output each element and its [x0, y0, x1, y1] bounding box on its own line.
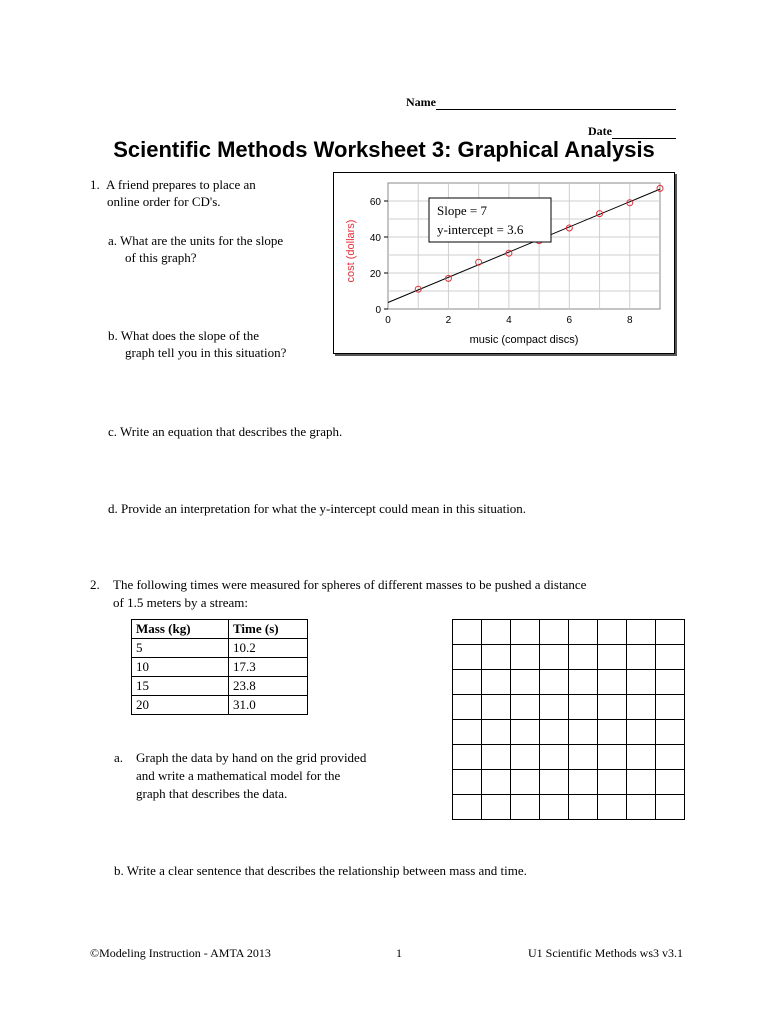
cell-mass: 15 [132, 677, 229, 696]
grid-cell [656, 620, 685, 645]
grid-cell [569, 620, 598, 645]
grid-cell [598, 745, 627, 770]
table-header-row [132, 620, 308, 639]
q1b-line2: graph tell you in this situation? [125, 345, 287, 360]
y-tick-label: 40 [369, 233, 381, 244]
table-row [132, 677, 308, 696]
table-row [132, 696, 308, 715]
q1a-line2: of this graph? [125, 250, 197, 265]
grid-cell [511, 745, 540, 770]
grid-cell [540, 770, 569, 795]
grid-cell [482, 745, 511, 770]
q2a-line2: and write a mathematical model for the [136, 768, 341, 783]
x-tick-label: 0 [385, 315, 391, 326]
grid-cell [453, 695, 482, 720]
grid-cell [656, 795, 685, 820]
name-label: Name [406, 95, 436, 109]
grid-cell [598, 720, 627, 745]
grid-row [453, 770, 685, 795]
blank-graph-grid [452, 619, 685, 820]
grid-row [453, 745, 685, 770]
q2-intro-line2: of 1.5 meters by a stream: [113, 595, 249, 610]
cell-time: 23.8 [229, 677, 308, 696]
grid-cell [482, 645, 511, 670]
q2-intro-line1: The following times were measured for spheres of different masses to be pushed a distance [113, 577, 587, 592]
footer-page-number: 1 [396, 946, 402, 960]
grid-cell [511, 645, 540, 670]
grid-cell [482, 620, 511, 645]
x-tick-label: 2 [445, 315, 452, 326]
grid-cell [511, 795, 540, 820]
grid-row [453, 795, 685, 820]
cell-time: 31.0 [229, 696, 308, 715]
q1a-line1: a. What are the units for the slope [108, 233, 284, 248]
cell-mass: 20 [132, 696, 229, 715]
grid-cell [482, 670, 511, 695]
grid-cell [656, 720, 685, 745]
grid-cell [540, 645, 569, 670]
grid-cell [453, 645, 482, 670]
y-axis-label: cost (dollars) [345, 219, 357, 283]
cell-mass: 10 [132, 658, 229, 677]
grid-cell [569, 645, 598, 670]
grid-cell [540, 620, 569, 645]
annotation-slope: Slope = 7 [437, 203, 487, 218]
grid-cell [627, 620, 656, 645]
cell-time: 17.3 [229, 658, 308, 677]
grid-cell [569, 720, 598, 745]
x-tick-label: 8 [626, 315, 633, 326]
grid-cell [540, 745, 569, 770]
q2-number: 2. [90, 577, 100, 592]
grid-cell [656, 670, 685, 695]
grid-row [453, 695, 685, 720]
grid-cell [540, 720, 569, 745]
grid-cell [598, 645, 627, 670]
grid-cell [453, 620, 482, 645]
footer-copyright: ©Modeling Instruction - AMTA 2013 [90, 946, 271, 960]
grid-cell [482, 770, 511, 795]
x-tick-label: 4 [506, 315, 512, 326]
grid-cell [511, 620, 540, 645]
grid-cell [627, 795, 656, 820]
grid-cell [598, 670, 627, 695]
grid-cell [598, 795, 627, 820]
grid-cell [453, 670, 482, 695]
grid-cell [627, 645, 656, 670]
q2b-text: b. Write a clear sentence that describes the relationship between mass and time. [114, 863, 527, 878]
cell-time: 10.2 [229, 639, 308, 658]
y-tick-label: 60 [369, 197, 381, 208]
grid-cell [598, 695, 627, 720]
grid-cell [569, 795, 598, 820]
name-blank [436, 97, 676, 110]
name-field [406, 95, 676, 110]
grid-cell [540, 670, 569, 695]
cell-mass: 5 [132, 639, 229, 658]
header-time: Time (s) [229, 620, 308, 639]
q1-number: 1. [90, 177, 100, 192]
date-label: Date [588, 124, 612, 138]
q1-intro-line1: A friend prepares to place an [106, 177, 256, 192]
page-title: Scientific Methods Worksheet 3: Graphical Analysis [113, 137, 655, 162]
q2a-label: a. [114, 750, 124, 765]
q2a-line1: Graph the data by hand on the grid provided [136, 750, 367, 765]
table-row [132, 658, 308, 677]
graph-frame [333, 172, 675, 354]
table-row [132, 639, 308, 658]
grid-cell [540, 795, 569, 820]
q1b-line1: b. What does the slope of the [108, 328, 260, 343]
grid-cell [627, 695, 656, 720]
grid-cell [482, 720, 511, 745]
grid-cell [656, 770, 685, 795]
grid-cell [482, 795, 511, 820]
grid-cell [511, 695, 540, 720]
grid-cell [511, 670, 540, 695]
q1-intro-line2: online order for CD's. [107, 194, 221, 209]
q1d-text: d. Provide an interpretation for what the y-intercept could mean in this situation. [108, 501, 527, 516]
grid-cell [656, 645, 685, 670]
grid-cell [569, 695, 598, 720]
y-tick-label: 20 [369, 269, 381, 280]
cd-cost-chart [334, 173, 674, 353]
grid-cell [569, 770, 598, 795]
grid-cell [511, 770, 540, 795]
header-mass: Mass (kg) [132, 620, 229, 639]
footer-doc-id: U1 Scientific Methods ws3 v3.1 [528, 946, 683, 960]
grid-cell [656, 695, 685, 720]
grid-cell [453, 770, 482, 795]
grid-row [453, 645, 685, 670]
grid-cell [627, 670, 656, 695]
grid-row [453, 720, 685, 745]
grid-cell [569, 745, 598, 770]
q2a-line3: graph that describes the data. [136, 786, 288, 801]
x-tick-label: 6 [566, 315, 573, 326]
grid-cell [511, 720, 540, 745]
grid-row [453, 620, 685, 645]
x-axis-label: music (compact discs) [469, 334, 579, 346]
grid-cell [627, 770, 656, 795]
grid-cell [453, 795, 482, 820]
grid-cell [540, 695, 569, 720]
mass-time-table [131, 619, 308, 715]
grid-cell [482, 695, 511, 720]
q1c-text: c. Write an equation that describes the graph. [108, 424, 343, 439]
grid-cell [453, 745, 482, 770]
grid-cell [598, 620, 627, 645]
y-tick-label: 0 [375, 305, 381, 316]
grid-cell [598, 770, 627, 795]
grid-cell [453, 720, 482, 745]
grid-cell [627, 745, 656, 770]
grid-cell [627, 720, 656, 745]
grid-cell [569, 670, 598, 695]
annotation-intercept: y-intercept = 3.6 [437, 222, 524, 237]
grid-row [453, 670, 685, 695]
grid-cell [656, 745, 685, 770]
